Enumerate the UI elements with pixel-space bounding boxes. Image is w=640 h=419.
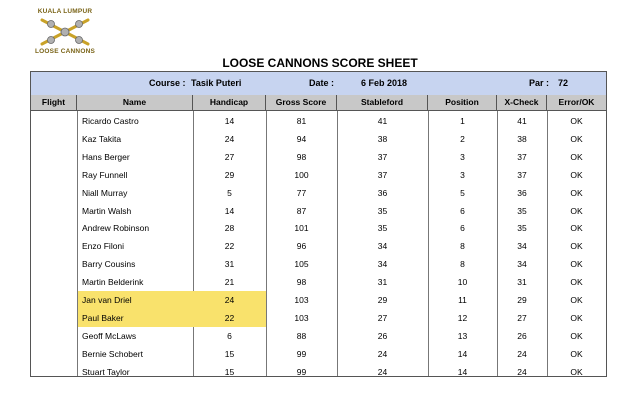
gross-score-value: 88 xyxy=(296,330,307,341)
status-value: OK xyxy=(570,348,583,359)
handicap-value: 22 xyxy=(224,241,235,252)
status-value: OK xyxy=(570,330,583,341)
date-value: 6 Feb 2018 xyxy=(361,78,408,88)
column-header-stableford: Stableford xyxy=(337,95,428,110)
date-label: Date : xyxy=(309,78,335,88)
crossed-cannons-icon xyxy=(38,16,92,48)
stableford-value: 37 xyxy=(377,151,388,162)
player-name: Martin Belderink xyxy=(82,277,144,288)
column-header-name: Name xyxy=(77,95,193,110)
gross-score-value: 101 xyxy=(294,223,309,234)
xcheck-value: 37 xyxy=(517,169,527,180)
gross-score-value: 77 xyxy=(296,187,307,198)
handicap-value: 15 xyxy=(224,348,235,359)
gross-score-value: 81 xyxy=(296,116,307,126)
table-row xyxy=(31,130,606,148)
position-value: 6 xyxy=(460,223,465,234)
handicap-value: 22 xyxy=(224,312,235,323)
player-name: Barry Cousins xyxy=(82,259,136,270)
position-value: 3 xyxy=(460,169,465,180)
xcheck-value: 35 xyxy=(517,223,527,234)
column-header-flight: Flight xyxy=(31,95,77,110)
status-value: OK xyxy=(570,116,583,126)
gross-score-value: 103 xyxy=(294,295,309,305)
table-row xyxy=(31,219,606,237)
position-value: 5 xyxy=(460,187,465,198)
stableford-value: 24 xyxy=(377,348,388,359)
position-value: 1 xyxy=(460,116,465,126)
xcheck-value: 34 xyxy=(517,259,527,270)
status-value: OK xyxy=(570,366,583,377)
stableford-value: 38 xyxy=(377,133,388,144)
gross-score-value: 94 xyxy=(296,133,307,144)
player-name: Hans Berger xyxy=(82,151,130,162)
round-info-bar xyxy=(31,72,606,96)
xcheck-value: 24 xyxy=(517,366,527,377)
stableford-value: 34 xyxy=(377,259,388,270)
handicap-value: 6 xyxy=(227,330,232,341)
stableford-value: 36 xyxy=(377,187,388,198)
status-value: OK xyxy=(570,151,583,162)
xcheck-value: 37 xyxy=(517,151,527,162)
xcheck-value: 35 xyxy=(517,205,527,216)
handicap-value: 27 xyxy=(224,151,235,162)
handicap-value: 24 xyxy=(224,133,235,144)
handicap-value: 5 xyxy=(227,187,232,198)
gross-score-value: 98 xyxy=(296,151,307,162)
position-value: 2 xyxy=(460,133,465,144)
table-row xyxy=(31,255,606,273)
stableford-value: 24 xyxy=(377,366,388,377)
player-name: Jan van Driel xyxy=(82,295,132,305)
player-name: Enzo Filoni xyxy=(82,241,125,252)
column-header-status: Error/OK xyxy=(558,97,595,107)
status-value: OK xyxy=(570,312,583,323)
player-name: Ray Funnell xyxy=(82,169,128,180)
position-value: 8 xyxy=(460,259,465,270)
stableford-value: 35 xyxy=(377,223,388,234)
table-row xyxy=(31,309,606,327)
player-name: Bernie Schobert xyxy=(82,348,143,359)
par-label: Par : xyxy=(529,78,550,88)
club-logo xyxy=(30,8,100,58)
position-value: 8 xyxy=(460,241,465,252)
player-name: Paul Baker xyxy=(82,312,124,323)
xcheck-value: 26 xyxy=(517,330,527,341)
stableford-value: 41 xyxy=(377,116,388,126)
table-row xyxy=(31,148,606,166)
stableford-value: 29 xyxy=(377,295,388,305)
stableford-value: 35 xyxy=(377,205,388,216)
position-value: 14 xyxy=(457,348,468,359)
table-row xyxy=(31,273,606,291)
position-value: 12 xyxy=(457,312,468,323)
position-value: 10 xyxy=(457,277,468,288)
xcheck-value: 34 xyxy=(517,241,527,252)
table-row xyxy=(31,202,606,220)
handicap-value: 15 xyxy=(224,366,235,377)
table-row xyxy=(31,112,606,130)
handicap-value: 29 xyxy=(224,169,235,180)
handicap-value: 31 xyxy=(224,259,235,270)
gross-score-value: 105 xyxy=(294,259,309,270)
player-name: Martin Walsh xyxy=(82,205,132,216)
handicap-value: 14 xyxy=(224,116,235,126)
column-header-xcheck: X-Check xyxy=(497,95,547,110)
status-value: OK xyxy=(570,169,583,180)
logo-text-top: KUALA LUMPUR xyxy=(37,8,93,15)
player-name: Kaz Takita xyxy=(82,133,122,144)
status-value: OK xyxy=(570,133,583,144)
stableford-value: 26 xyxy=(377,330,388,341)
xcheck-value: 38 xyxy=(517,133,527,144)
table-row xyxy=(31,166,606,184)
par-value: 72 xyxy=(558,78,569,88)
position-value: 13 xyxy=(457,330,468,341)
table-row xyxy=(31,237,606,255)
column-header-position: Position xyxy=(428,95,497,110)
table-header xyxy=(31,95,606,111)
xcheck-value: 41 xyxy=(517,116,527,126)
column-header-gross: Gross Score xyxy=(266,95,337,110)
stableford-value: 27 xyxy=(377,312,388,323)
position-value: 3 xyxy=(460,151,465,162)
position-value: 14 xyxy=(457,366,468,377)
gross-score-value: 98 xyxy=(296,277,307,288)
xcheck-value: 31 xyxy=(517,277,527,288)
xcheck-value: 29 xyxy=(517,295,527,305)
gross-score-value: 99 xyxy=(296,366,307,377)
status-value: OK xyxy=(570,277,583,288)
xcheck-value: 27 xyxy=(517,312,527,323)
table-row xyxy=(31,291,606,309)
handicap-value: 14 xyxy=(224,205,235,216)
player-name: Ricardo Castro xyxy=(82,116,139,126)
page-title: LOOSE CANNONS SCORE SHEET xyxy=(222,56,418,70)
xcheck-value: 24 xyxy=(517,348,527,359)
status-value: OK xyxy=(570,187,583,198)
stableford-value: 31 xyxy=(377,277,388,288)
score-sheet xyxy=(30,71,607,377)
player-name: Niall Murray xyxy=(82,187,128,198)
status-value: OK xyxy=(570,295,583,305)
gross-score-value: 100 xyxy=(294,169,309,180)
stableford-value: 37 xyxy=(377,169,388,180)
handicap-value: 21 xyxy=(224,277,235,288)
gross-score-value: 103 xyxy=(294,312,309,323)
table-row xyxy=(31,363,606,381)
status-value: OK xyxy=(570,223,583,234)
logo-text-bottom: LOOSE CANNONS xyxy=(34,48,96,55)
status-value: OK xyxy=(570,205,583,216)
player-name: Geoff McLaws xyxy=(82,330,137,341)
gross-score-value: 87 xyxy=(296,205,307,216)
gross-score-value: 99 xyxy=(296,348,307,359)
table-body xyxy=(31,111,606,376)
status-value: OK xyxy=(570,241,583,252)
course-value: Tasik Puteri xyxy=(191,78,242,88)
player-name: Andrew Robinson xyxy=(82,223,150,234)
position-value: 6 xyxy=(460,205,465,216)
table-row xyxy=(31,327,606,345)
table-row xyxy=(31,184,606,202)
column-header-handicap: Handicap xyxy=(193,95,266,110)
position-value: 11 xyxy=(458,295,467,305)
table-row xyxy=(31,345,606,363)
status-value: OK xyxy=(570,259,583,270)
handicap-value: 24 xyxy=(224,295,235,305)
player-name: Stuart Taylor xyxy=(82,366,130,377)
gross-score-value: 96 xyxy=(296,241,307,252)
course-label: Course : xyxy=(149,78,186,88)
xcheck-value: 36 xyxy=(517,187,527,198)
stableford-value: 34 xyxy=(377,241,388,252)
handicap-value: 28 xyxy=(224,223,235,234)
